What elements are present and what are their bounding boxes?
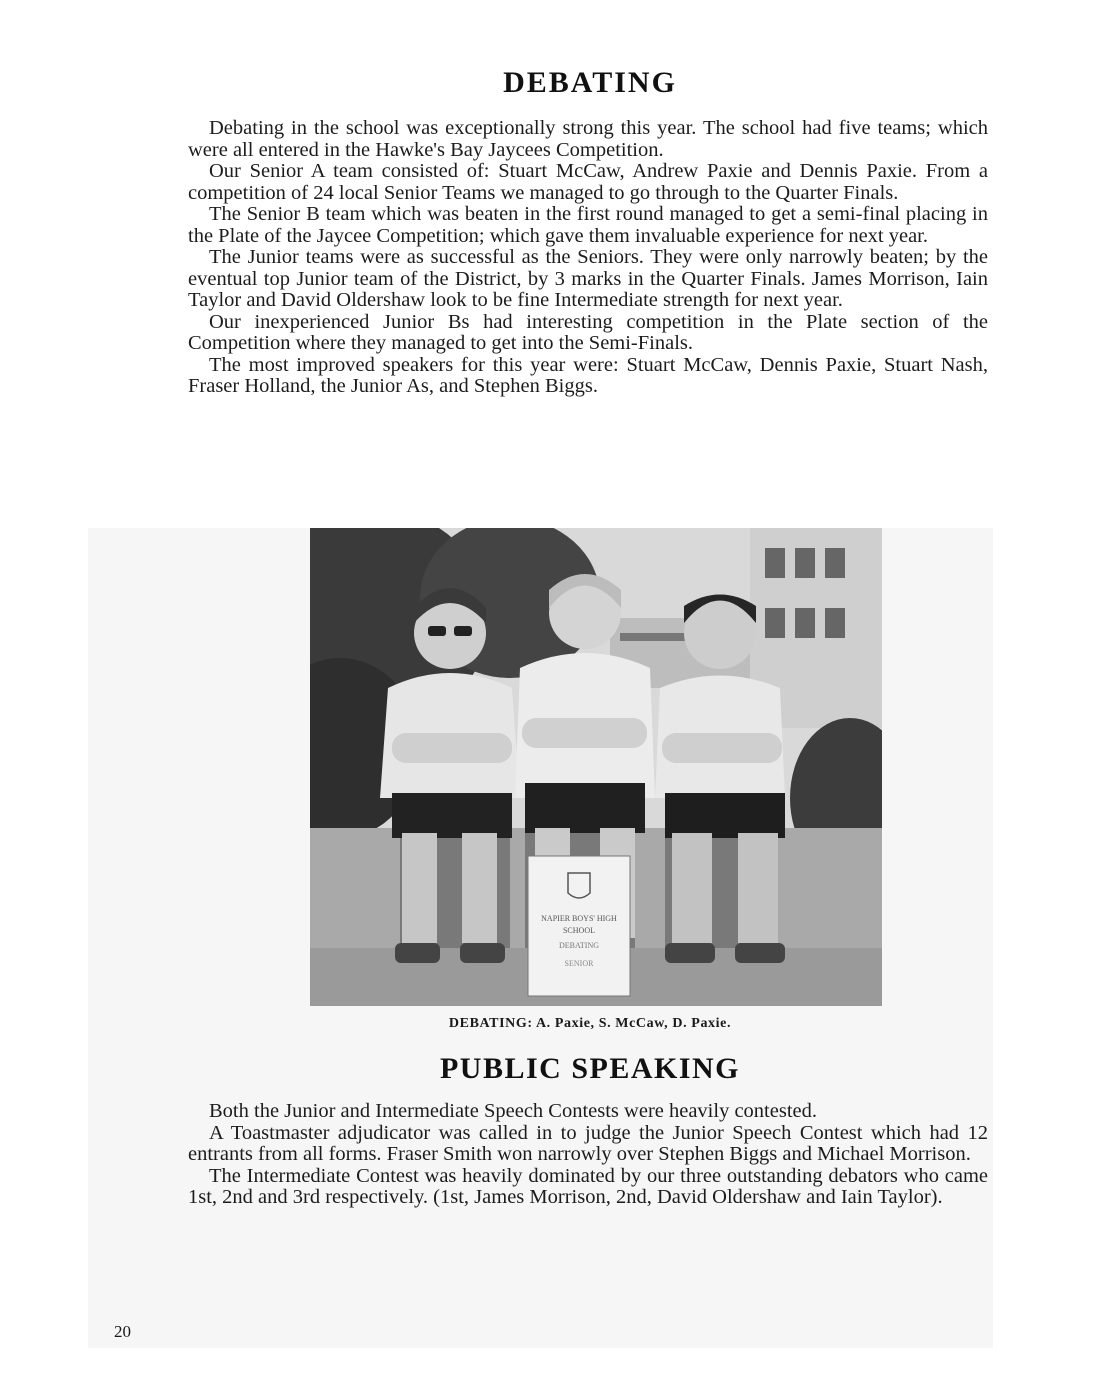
sign-line: SENIOR [564, 959, 594, 968]
debating-paragraph: Our inexperienced Junior Bs had interesting competition in the Plate section of the Competition where they managed to get into the Semi-Finals. [188, 310, 988, 354]
sign-line: NAPIER BOYS' HIGH [541, 914, 617, 923]
debating-paragraph: The most improved speakers for this year were: Stuart McCaw, Dennis Paxie, Stuart Nash, Fraser Holland, the Junior As, and Stephen Biggs. [188, 353, 988, 397]
photo-caption: DEBATING: A. Paxie, S. McCaw, D. Paxie. [448, 1016, 732, 1031]
sign-line: SCHOOL [562, 926, 596, 935]
public-speaking-paragraph: The Intermediate Contest was heavily dominated by our three outstanding debators who came 1st, 2nd and 3rd respectively. (1st, James Morrison, 2nd, David Oldershaw and Iain Taylor). [188, 1164, 988, 1208]
debating-paragraph: The Junior teams were as successful as the Seniors. They were only narrowly beaten; by the eventual top Junior team of the District, by 3 marks in the Quarter Finals. James Morrison, Iain Taylor and David Oldershaw look to be fine Intermediate strength for next year. [188, 246, 988, 311]
debating-paragraph: Debating in the school was exceptionally strong this year. The school had five teams; which were all entered in the Hawke's Bay Jaycees Competition. [188, 117, 988, 161]
page-number: 20 [114, 1322, 131, 1341]
debating-paragraph: Our Senior A team consisted of: Stuart McCaw, Andrew Paxie and Dennis Paxie. From a competition of 24 local Senior Teams we managed to go through to the Quarter Finals. [188, 160, 988, 204]
debating-heading: DEBATING [503, 66, 677, 99]
debating-article [188, 118, 988, 398]
public-speaking-heading: PUBLIC SPEAKING [439, 1052, 741, 1085]
public-speaking-paragraph: Both the Junior and Intermediate Speech Contests were heavily contested. [209, 1100, 817, 1122]
public-speaking-article [188, 1101, 988, 1209]
debating-paragraph: The Senior B team which was beaten in the first round managed to get a semi-final placing in the Plate of the Jaycee Competition; which gave them invaluable experience for next year. [188, 203, 988, 247]
team-photo [310, 528, 882, 1006]
debating-sign [528, 856, 630, 996]
sign-line: DEBATING [559, 941, 599, 950]
team-photo-image [310, 528, 882, 1006]
public-speaking-paragraph: A Toastmaster adjudicator was called in to judge the Junior Speech Contest which had 12 entrants from all forms. Fraser Smith won narrowly over Stephen Biggs and Michael Morrison. [188, 1121, 988, 1165]
